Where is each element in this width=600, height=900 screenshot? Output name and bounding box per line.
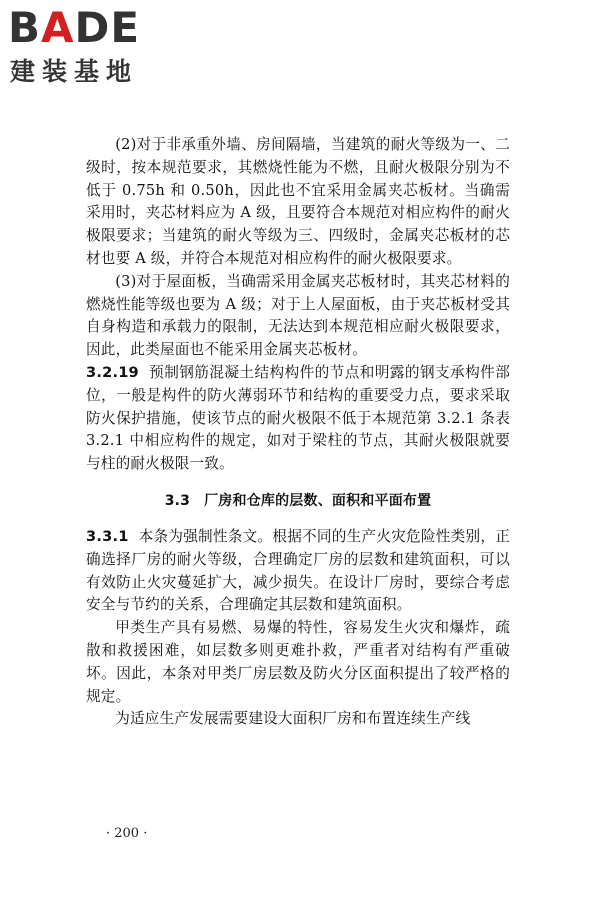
paragraph-class-a: 甲类生产具有易燃、易爆的特性，容易发生火灾和爆炸，疏散和救援困难，如层数多则更难扑救，严重者对结构有严重破坏。因此，本条对甲类厂房层数及防火分区面积提出了较严格的规定。: [86, 619, 510, 705]
section-heading: [86, 490, 510, 512]
watermark-logo: [8, 3, 178, 92]
paragraph-item-3: (3)对于屋面板，当确需采用金属夹芯板材时，其夹芯材料的燃烧性能等级也要为 A 级；对于上人屋面板，由于夹芯板材受其自身构造和承载力的限制，无法达到本规范相应耐火极限要求，因此，此类屋面也不能采用金属夹芯板材。: [86, 272, 510, 359]
clause-number: 3.2.19: [86, 363, 139, 381]
brand-subtitle: 建装基地: [10, 57, 139, 86]
clause-3-2-19: [86, 362, 510, 476]
section-title: 厂房和仓库的层数、面积和平面布置: [204, 492, 432, 509]
clause-text: 预制钢筋混凝土结构构件的节点和明露的钢支承构件部位，一般是构件的防火薄弱环节和结构的重要受力点，要求采取防火保护措施，使该节点的耐火极限不低于本规范第 3.2.1 条表 3.2.1 中相应构件的规定，如对于梁柱的节点，其耐火极限就要与柱的耐火极限一致。: [86, 363, 510, 473]
clause-text: 本条为强制性条文。根据不同的生产火灾危险性类别，正确选择厂房的耐火等级，合理确定厂房的层数和建筑面积，可以有效防止火灾蔓延扩大，减少损失。在设计厂房时，要综合考虑安全与节约的关系，合理确定其层数和建筑面积。: [86, 527, 510, 614]
page-body: [86, 134, 510, 731]
clause-number: 3.3.1: [86, 527, 129, 545]
paragraph-continuation: 为适应生产发展需要建设大面积厂房和布置连续生产线: [115, 710, 471, 728]
brand-letter-b: B: [8, 3, 42, 52]
brand-wordmark: [8, 3, 141, 52]
brand-letter-a: A: [41, 3, 75, 52]
brand-letters-rest: DE: [74, 3, 141, 52]
section-number: 3.3: [164, 492, 191, 509]
clause-3-3-1: [86, 526, 510, 617]
paragraph-item-2: (2)对于非承重外墙、房间隔墙，当建筑的耐火等级为一、二级时，按本规范要求，其燃烧性能为不燃，且耐火极限分别为不低于 0.75h 和 0.50h，因此也不宜采用金属夹芯板材。当确需采用时，夹芯材料应为 A 级，且要符合本规范对相应构件的耐火极限要求；当建筑的耐火等级为三、四级时，金属夹芯板材的芯材也要 A 级，并符合本规范对相应构件的耐火极限要求。: [86, 136, 510, 267]
page-number: · 200 ·: [106, 826, 148, 841]
